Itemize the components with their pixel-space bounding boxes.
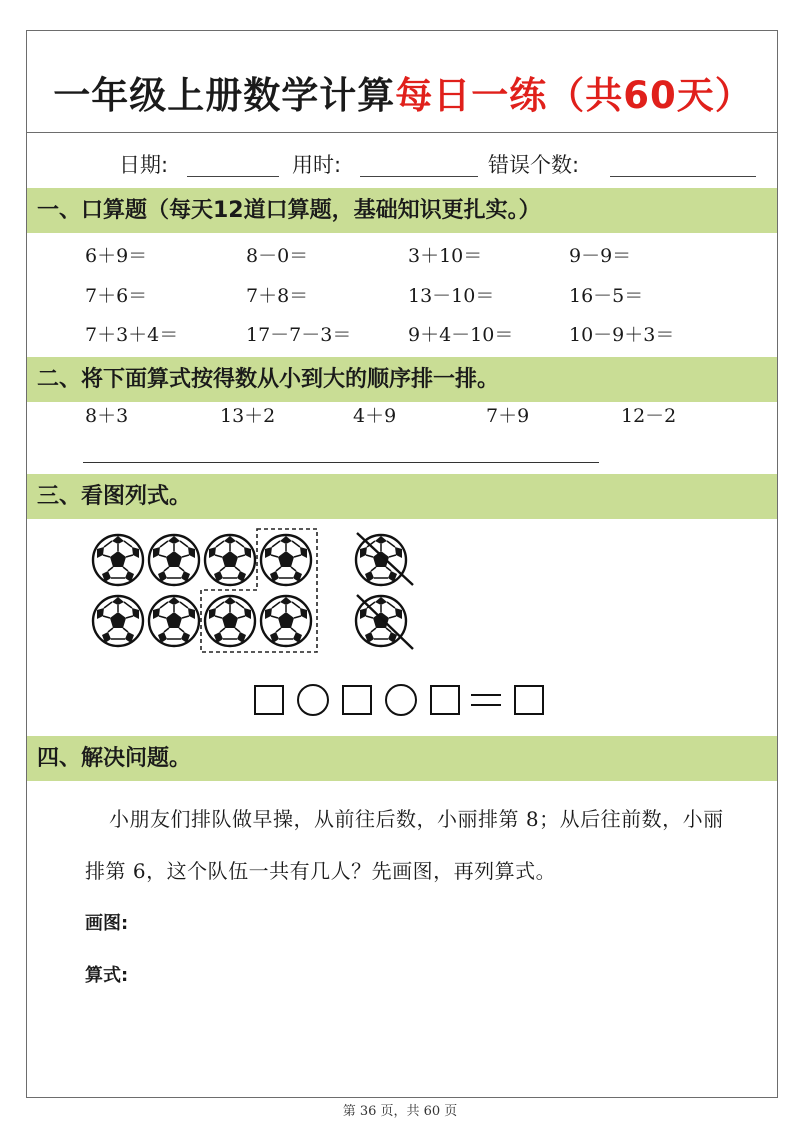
order-item-3: 4＋9	[353, 405, 397, 427]
soccer-ball-icon	[91, 594, 145, 648]
section-heading-2: 二、将下面算式按得数从小到大的顺序排一排。	[27, 357, 777, 402]
oral-item-9: 7＋3＋4＝	[85, 324, 179, 346]
page-footer: 第 36 页，共 60 页	[342, 1104, 458, 1119]
title-highlight: 每日一练（共60天）	[395, 74, 753, 117]
title-divider	[27, 132, 777, 133]
draw-label: 画图:	[85, 913, 129, 934]
dashed-group-outline	[197, 526, 321, 656]
order-item-2: 13＋2	[220, 405, 276, 427]
equation-blanks[interactable]	[251, 681, 551, 721]
oral-item-6: 7＋8＝	[246, 285, 309, 307]
oral-item-12: 10－9＋3＝	[569, 324, 675, 346]
cross-out-lines	[349, 527, 419, 657]
time-label: 用时:	[292, 153, 342, 177]
section-heading-1: 一、口算题（每天12道口算题，基础知识更扎实。）	[27, 188, 777, 233]
oral-item-3: 3＋10＝	[408, 245, 483, 267]
blank-square-1	[255, 686, 283, 714]
oral-item-10: 17－7－3＝	[246, 324, 352, 346]
oral-item-5: 7＋6＝	[85, 285, 148, 307]
title-main: 一年级上册数学计算	[53, 74, 396, 117]
blank-square-4	[515, 686, 543, 714]
soccer-ball-icon	[91, 533, 145, 587]
order-item-5: 12－2	[621, 405, 677, 427]
order-item-4: 7＋9	[486, 405, 530, 427]
blank-circle-2	[386, 685, 416, 715]
blank-circle-1	[298, 685, 328, 715]
oral-item-7: 13－10＝	[408, 285, 495, 307]
errors-blank[interactable]	[610, 176, 756, 177]
order-answer-line[interactable]	[83, 462, 599, 463]
date-label: 日期:	[119, 153, 169, 177]
page-frame	[26, 30, 778, 1098]
oral-item-2: 8－0＝	[246, 245, 309, 267]
page-title	[27, 65, 779, 119]
date-blank[interactable]	[187, 176, 279, 177]
problem-text: 小朋友们排队做早操，从前往后数，小丽排第 8；从后往前数，小丽排第 6，这个队伍一共有几人？先画图，再列算式。	[85, 807, 724, 883]
oral-item-1: 6＋9＝	[85, 245, 148, 267]
formula-label: 算式:	[85, 965, 129, 986]
info-row	[27, 143, 777, 183]
errors-label: 错误个数:	[488, 153, 580, 177]
blank-square-2	[343, 686, 371, 714]
soccer-ball-icon	[147, 594, 201, 648]
soccer-ball-icon	[147, 533, 201, 587]
oral-item-8: 16－5＝	[569, 285, 644, 307]
time-blank[interactable]	[360, 176, 478, 177]
order-item-1: 8＋3	[85, 405, 129, 427]
blank-square-3	[431, 686, 459, 714]
oral-item-4: 9－9＝	[569, 245, 632, 267]
section-heading-3: 三、看图列式。	[27, 474, 777, 519]
section-heading-4: 四、解决问题。	[27, 736, 777, 781]
oral-item-11: 9＋4－10＝	[408, 324, 514, 346]
